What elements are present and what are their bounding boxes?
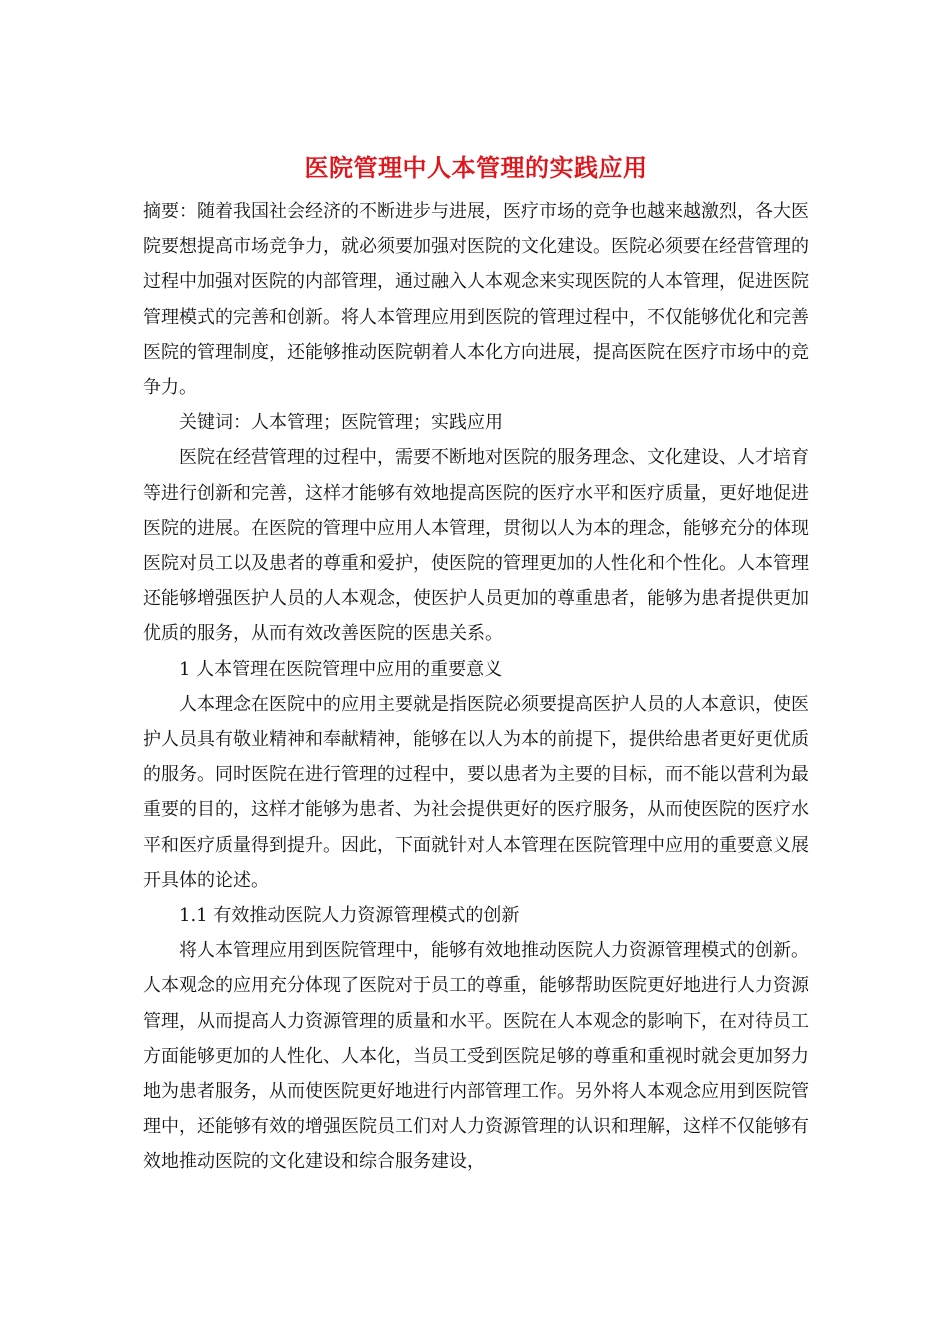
- keywords-line: 关键词：人本管理；医院管理；实践应用: [179, 412, 503, 434]
- intro-paragraph: 医院在经营管理的过程中，需要不断地对医院的服务理念、文化建设、人才培育等进行创新和完善，这样才能够有效地提高医院的医疗水平和医疗质量，更好地促进医院的进展。在医院的管理中应用人本管理，贯彻以人为本的理念，能够充分的体现医院对员工以及患者的尊重和爱护，使医院的管理更加的人性化和个性化。人本管理还能够增强医护人员的人本观念，使医护人员更加的尊重患者，能够为患者提供更加优质的服务，从而有效改善医院的医患关系。: [143, 447, 809, 645]
- section-1-1-paragraph: 将人本管理应用到医院管理中，能够有效地推动医院人力资源管理模式的创新。人本观念的应用充分体现了医院对于员工的尊重，能够帮助医院更好地进行人力资源管理，从而提高人力资源管理的质量和水平。医院在人本观念的影响下，在对待员工方面能够更加的人性化、人本化，当员工受到医院足够的尊重和重视时就会更加努力地为患者服务，从而使医院更好地进行内部管理工作。另外将人本观念应用到医院管理中，还能够有效的增强医院员工们对人力资源管理的认识和理解，这样不仅能够有效地推动医院的文化建设和综合服务建设，: [143, 940, 809, 1173]
- document-content: [143, 148, 809, 1180]
- section-1-1-heading: 1.1 有效推动医院人力资源管理模式的创新: [179, 905, 520, 927]
- section-1-paragraph: 人本理念在医院中的应用主要就是指医院必须要提高医护人员的人本意识，使医护人员具有敬业精神和奉献精神，能够在以人为本的前提下，提供给患者更好更优质的服务。同时医院在进行管理的过程中，要以患者为主要的目标，而不能以营利为最重要的目的，这样才能够为患者、为社会提供更好的医疗服务，从而使医院的医疗水平和医疗质量得到提升。因此，下面就针对人本管理在医院管理中应用的重要意义展开具体的论述。: [143, 693, 809, 891]
- section-1-heading: 1 人本管理在医院管理中应用的重要意义: [179, 658, 503, 680]
- abstract-paragraph: 摘要：随着我国社会经济的不断进步与进展，医疗市场的竞争也越来越激烈，各大医院要想提高市场竞争力，就必须要加强对医院的文化建设。医院必须要在经营管理的过程中加强对医院的内部管理，通过融入人本观念来实现医院的人本管理，促进医院管理模式的完善和创新。将人本管理应用到医院的管理过程中，不仅能够优化和完善医院的管理制度，还能够推动医院朝着人本化方向进展，提高医院在医疗市场中的竞争力。: [143, 201, 809, 399]
- document-title: 医院管理中人本管理的实践应用: [304, 154, 648, 182]
